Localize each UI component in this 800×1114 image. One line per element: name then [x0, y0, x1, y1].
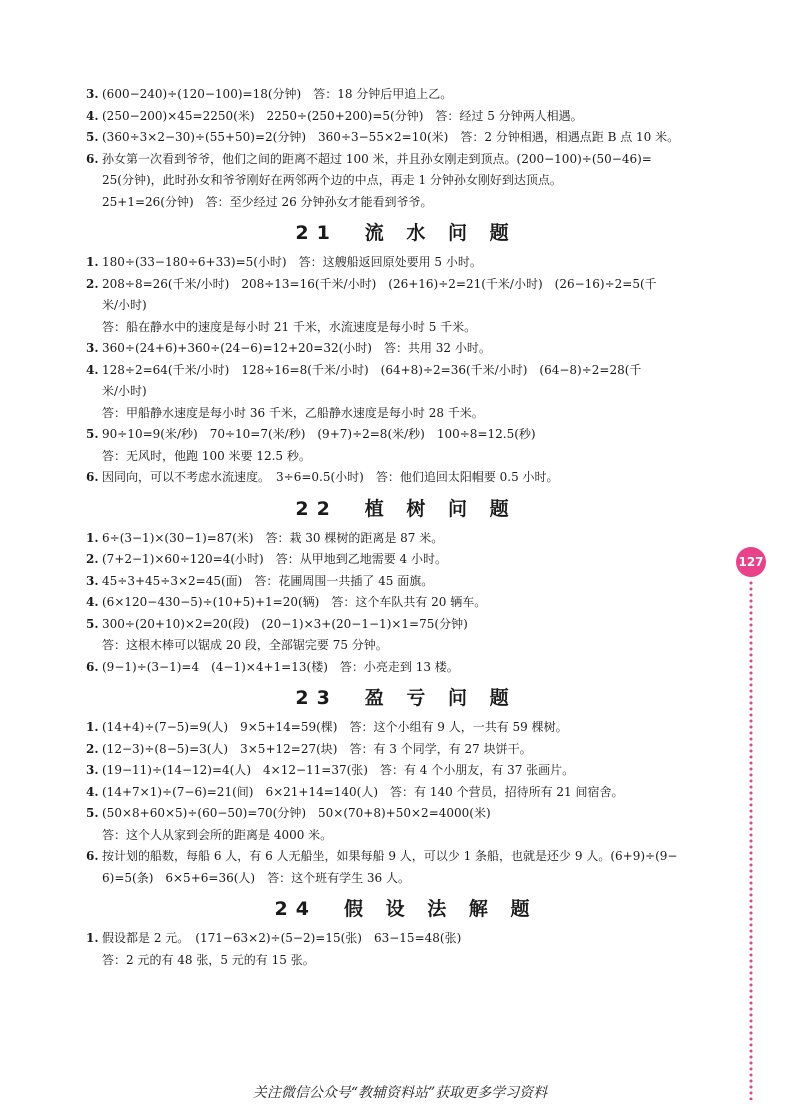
- item-number: 6.: [86, 849, 99, 863]
- item-continuation: 米/小时): [102, 384, 147, 398]
- item-number: 2.: [86, 741, 99, 756]
- item-text: 180÷(33−180÷6+33)=5(小时) 答：这艘船返回原处要用 5 小时。: [102, 255, 482, 269]
- answer-item: [86, 592, 726, 614]
- item-number: 5.: [86, 130, 99, 144]
- item-text: (360÷3×2−30)÷(55+50)=2(分钟) 360÷3−55×2=10(米) 答：2 分钟相遇，相遇点距 B 点 10 米。: [102, 130, 680, 144]
- item-number: 5.: [86, 806, 99, 820]
- answer-item: [86, 274, 726, 296]
- answer-item: [86, 782, 726, 804]
- answer-item: [86, 424, 726, 446]
- answer-item: [86, 717, 726, 739]
- item-text: (6×120−430−5)÷(10+5)+1=20(辆) 答：这个车队共有 20 辆车。: [102, 595, 487, 609]
- answer-item: [86, 338, 726, 360]
- item-text: 360÷(24+6)+360÷(24−6)=12+20=32(小时) 答：共用 32 小时。: [102, 341, 491, 355]
- page-number-badge: 127: [736, 547, 766, 577]
- item-continuation: 答：2 元的有 48 张，5 元的有 15 张。: [102, 952, 315, 967]
- footer-note: 关注微信公众号“教辅资料站”获取更多学习资料: [252, 1085, 548, 1101]
- item-text: 假设都是 2 元。 (171−63×2)÷(5−2)=15(张) 63−15=48(张): [102, 931, 462, 945]
- answer-item: [86, 252, 726, 274]
- answer-content: [86, 84, 726, 971]
- item-number: 3.: [86, 87, 99, 101]
- answer-item: [86, 760, 726, 782]
- item-continuation: 25+1=26(分钟) 答：至少经过 26 分钟孙女才能看到爷爷。: [102, 194, 433, 209]
- answer-item: [86, 127, 726, 149]
- answer-item: [86, 149, 726, 171]
- item-text: 6÷(3−1)×(30−1)=87(米) 答：栽 30 棵树的距离是 87 米。: [102, 530, 444, 545]
- item-continuation: 6)=5(条) 6×5+6=36(人) 答：这个班有学生 36 人。: [102, 870, 410, 885]
- decorative-dotted-line: [749, 580, 753, 1100]
- answer-item: [86, 106, 726, 128]
- item-continuation: 答：甲船静水速度是每小时 36 千米，乙船静水速度是每小时 28 千米。: [102, 405, 484, 420]
- item-text: 45÷3+45÷3×2=45(面) 答：花圃周围一共插了 45 面旗。: [102, 573, 434, 588]
- item-number: 3.: [86, 341, 99, 355]
- item-number: 2.: [86, 552, 99, 566]
- answer-item: [86, 803, 726, 825]
- item-text: 90÷10=9(米/秒) 70÷10=7(米/秒) (9+7)÷2=8(米/秒) 100÷8=12.5(秒): [102, 427, 536, 441]
- answer-item: [86, 739, 726, 761]
- item-number: 6.: [86, 659, 99, 674]
- item-text: (7+2−1)×60÷120=4(小时) 答：从甲地到乙地需要 4 小时。: [102, 552, 447, 566]
- item-text: (250−200)×45=2250(米) 2250÷(250+200)=5(分钟) 答：经过 5 分钟两人相遇。: [102, 108, 583, 123]
- item-text: 因同向，可以不考虑水流速度。 3÷6=0.5(小时) 答：他们追回太阳帽要 0.5 小时。: [102, 470, 559, 484]
- answer-item: [86, 928, 726, 950]
- item-number: 5.: [86, 616, 99, 631]
- item-number: 4.: [86, 362, 99, 377]
- item-number: 4.: [86, 784, 99, 799]
- item-text: (50×8+60×5)÷(60−50)=70(分钟) 50×(70+8)+50×2=4000(米): [102, 806, 491, 820]
- item-number: 6.: [86, 151, 99, 166]
- item-text: 300÷(20+10)×2=20(段) (20−1)×3+(20−1−1)×1=75(分钟): [102, 616, 468, 631]
- item-number: 1.: [86, 255, 99, 269]
- item-number: 3.: [86, 763, 99, 777]
- item-continuation: 25(分钟)，此时孙女和爷爷刚好在两邻两个边的中点，再走 1 分钟孙女刚好到达顶点。: [102, 173, 562, 187]
- item-number: 1.: [86, 720, 99, 734]
- item-text: (12−3)÷(8−5)=3(人) 3×5+12=27(块) 答：有 3 个同学，有 27 块饼干。: [102, 741, 532, 756]
- answer-item: [86, 84, 726, 106]
- item-text: (600−240)÷(120−100)=18(分钟) 答：18 分钟后甲追上乙。: [102, 87, 453, 101]
- item-number: 1.: [86, 530, 99, 545]
- item-number: 5.: [86, 427, 99, 441]
- item-text: (14+7×1)÷(7−6)=21(间) 6×21+14=140(人) 答：有 140 个营员，招待所有 21 间宿舍。: [102, 784, 624, 799]
- section-title: 24 假 设 法 解 题: [274, 898, 538, 920]
- answer-item: [86, 571, 726, 593]
- item-continuation: 答：船在静水中的速度是每小时 21 千米，水流速度是每小时 5 千米。: [102, 319, 477, 334]
- item-text: 孙女第一次看到爷爷，他们之间的距离不超过 100 米，并且孙女刚走到顶点。(200−100)÷(50−46)=: [102, 151, 652, 166]
- section-title: 21 流 水 问 题: [295, 222, 517, 244]
- answer-item: [86, 657, 726, 679]
- answer-item: [86, 549, 726, 571]
- answer-item: [86, 467, 726, 489]
- section-title: 23 盈 亏 问 题: [295, 687, 517, 709]
- item-continuation: 答：这个人从家到会所的距离是 4000 米。: [102, 827, 333, 842]
- item-number: 3.: [86, 573, 99, 588]
- section-title: 22 植 树 问 题: [295, 497, 517, 520]
- item-text: (9−1)÷(3−1)=4 (4−1)×4+1=13(楼) 答：小亮走到 13 楼。: [102, 659, 459, 674]
- item-number: 4.: [86, 595, 99, 609]
- item-text: 按计划的船数，每船 6 人，有 6 人无船坐，如果每船 9 人，可以少 1 条船，也就是还少 9 人。(6+9)÷(9−: [102, 849, 678, 863]
- answer-item: [86, 360, 726, 382]
- item-text: 128÷2=64(千米/小时) 128÷16=8(千米/小时) (64+8)÷2=36(千米/小时) (64−8)÷2=28(千: [102, 362, 642, 377]
- item-continuation: 米/小时): [102, 298, 147, 312]
- answer-item: [86, 528, 726, 550]
- answer-item: [86, 846, 726, 868]
- item-text: (14+4)÷(7−5)=9(人) 9×5+14=59(棵) 答：这个小组有 9 人，一共有 59 棵树。: [102, 720, 568, 734]
- answer-item: [86, 614, 726, 636]
- item-text: 208÷8=26(千米/小时) 208÷13=16(千米/小时) (26+16)÷2=21(千米/小时) (26−16)÷2=5(千: [102, 276, 657, 291]
- item-number: 4.: [86, 108, 99, 123]
- item-number: 2.: [86, 276, 99, 291]
- item-number: 6.: [86, 470, 99, 484]
- item-continuation: 答：无风时，他跑 100 米要 12.5 秒。: [102, 448, 311, 463]
- item-text: (19−11)÷(14−12)=4(人) 4×12−11=37(张) 答：有 4 个小朋友，有 37 张画片。: [102, 763, 575, 777]
- item-number: 1.: [86, 931, 99, 945]
- item-continuation: 答：这根木棒可以锯成 20 段，全部锯完要 75 分钟。: [102, 638, 388, 652]
